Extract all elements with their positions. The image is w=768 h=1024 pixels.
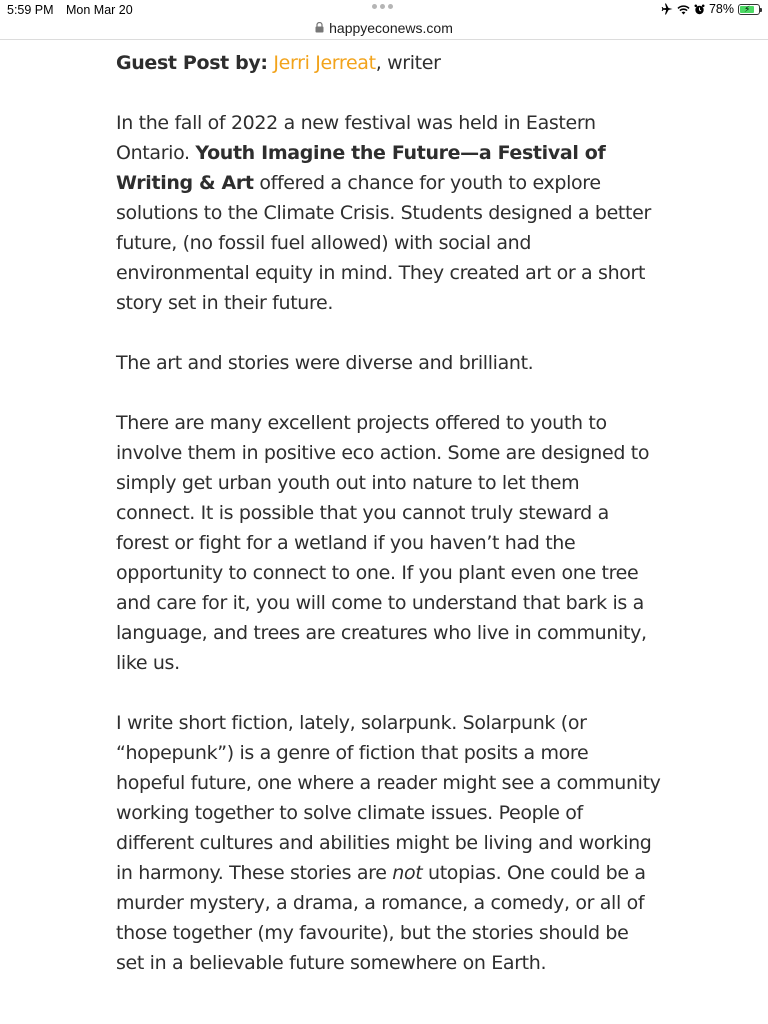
address-bar[interactable] — [0, 16, 768, 40]
lock-icon — [315, 20, 324, 36]
paragraph-projects: There are many excellent projects offered to youth to involve them in positive eco action. Some are designed to simply get urban youth out into nature to let them connect. It is possible that you cannot truly steward a forest or fight for a wetland if you haven’t had the opportunity to connect to one. If you plant even one tree and care for it, you will come to understand that bark is a language, and trees are creatures who live in community, like us. — [116, 412, 650, 674]
author-suffix: , writer — [375, 52, 441, 74]
toolbar-divider — [0, 39, 768, 40]
status-date: Mon Mar 20 — [66, 3, 133, 17]
paragraph-diverse: The art and stories were diverse and brilliant. — [116, 352, 534, 374]
url-text[interactable]: happyeconews.com — [329, 20, 453, 36]
status-indicators — [661, 2, 760, 16]
emphasis-not: not — [392, 862, 423, 884]
multitasking-dots-icon[interactable] — [372, 4, 393, 9]
article-body — [116, 48, 661, 1008]
battery-percent: 78% — [708, 2, 734, 16]
wifi-icon — [677, 4, 690, 15]
byline-label: Guest Post by: — [116, 52, 268, 74]
festival-name: Youth Imagine the Future—a Festival of Writing & Art — [116, 142, 606, 194]
paragraph-intro: In the fall of 2022 a new festival was held in Eastern Ontario. Youth Imagine the Future—a Festival of Writing & Art offered a chance for youth to explore solutions to the Climate Crisis. Students designed a better future, (no fossil fuel allowed) with social and environmental equity in mind. They created art or a short story set in their future. — [116, 112, 651, 314]
author-link[interactable]: Jerri Jerreat — [273, 52, 376, 74]
byline — [116, 48, 661, 78]
charging-bolt-icon: ⚡ — [744, 3, 751, 14]
status-time: 5:59 PM — [7, 3, 54, 17]
battery-icon — [738, 4, 760, 15]
alarm-icon — [694, 4, 705, 15]
paragraph-solarpunk: I write short fiction, lately, solarpunk. Solarpunk (or “hopepunk”) is a genre of fiction that posits a more hopeful future, one where a reader might see a community working together to solve climate issues. People of different cultures and abilities might be living and working in harmony. These stories are not utopias. One could be a murder mystery, a drama, a romance, a comedy, or all of those together (my favourite), but the stories should be set in a believable future somewhere on Earth. — [116, 712, 661, 974]
airplane-icon — [661, 3, 673, 15]
